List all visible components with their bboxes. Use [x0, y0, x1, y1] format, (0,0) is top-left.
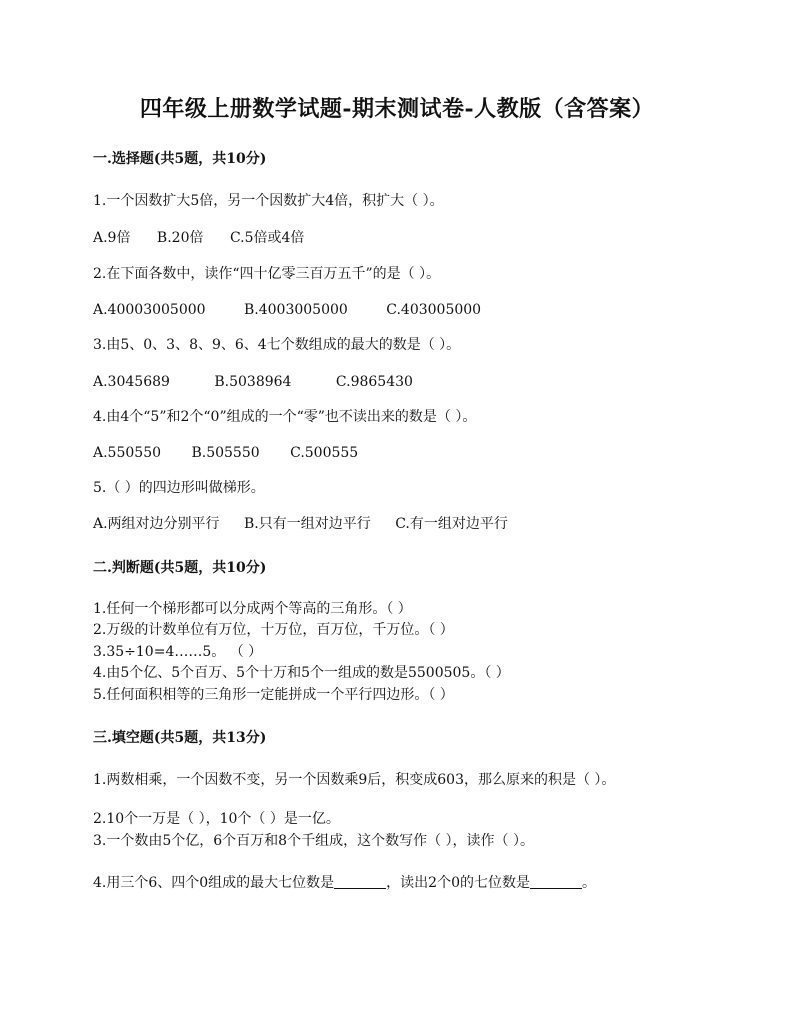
- question-1: 1.一个因数扩大5倍，另一个因数扩大4倍，积扩大（ ）。: [93, 193, 444, 209]
- question-3: 3.由5、0、3、8、9、6、4七个数组成的最大的数是（ ）。: [93, 337, 461, 353]
- judgment-item-2: 2.万级的计数单位有万位，十万位，百万位，千万位。（ ）: [93, 622, 454, 638]
- fill-question-1: 1.两数相乘，一个因数不变，另一个因数乘9后，积变成603，那么原来的积是（ ）。: [93, 772, 616, 788]
- question-4: 4.由4个“5”和2个“0”组成的一个“零”也不读出来的数是（ ）。: [93, 409, 477, 425]
- option-a: A.3045689: [93, 374, 170, 390]
- option-b: B.4003005000: [244, 302, 348, 318]
- fill-question-4-part2: ，读出2个0的七位数是: [386, 875, 530, 891]
- judgment-item-3: 3.35÷10=4……5。 （ ）: [93, 644, 263, 660]
- option-c: C.5倍或4倍: [229, 230, 305, 246]
- judgment-item-1: 1.任何一个梯形都可以分成两个等高的三角形。（ ）: [93, 601, 412, 617]
- options-2: [93, 301, 481, 319]
- option-c: C.403005000: [386, 302, 482, 318]
- judgment-item-5: 5.任何面积相等的三角形一定能拼成一个平行四边形。（ ）: [93, 687, 454, 703]
- option-c: C.500555: [290, 445, 359, 461]
- option-a: A.40003005000: [93, 302, 206, 318]
- answer-blank[interactable]: [530, 874, 582, 889]
- section-heading-fill: 三.填空题(共5题，共13分): [93, 730, 267, 746]
- options-5: [93, 515, 508, 533]
- option-a: A.9倍: [93, 230, 131, 246]
- fill-question-4-part3: 。: [582, 875, 596, 891]
- section-heading-choice: 一.选择题(共5题，共10分): [93, 151, 267, 167]
- options-1: [93, 229, 304, 247]
- question-5: 5.（ ）的四边形叫做梯形。: [93, 480, 265, 496]
- option-b: B.505550: [191, 445, 260, 461]
- fill-question-4: [93, 874, 596, 892]
- judgment-item-4: 4.由5个亿、5个百万、5个十万和5个一组成的数是5500505。（ ）: [93, 665, 510, 681]
- fill-question-2: 2.10个一万是（ ），10个（ ）是一亿。: [93, 811, 340, 827]
- option-a: A.550550: [93, 445, 162, 461]
- answer-blank[interactable]: [334, 874, 386, 889]
- option-a: A.两组对边分别平行: [93, 516, 220, 532]
- option-c: C.9865430: [335, 374, 413, 390]
- option-b: B.只有一组对边平行: [244, 516, 371, 532]
- page-title: 四年级上册数学试题-期末测试卷-人教版（含答案）: [139, 96, 655, 122]
- option-c: C.有一组对边平行: [395, 516, 508, 532]
- question-2: 2.在下面各数中，读作“四十亿零三百万五千”的是（ ）。: [93, 266, 441, 282]
- section-heading-judgment: 二.判断题(共5题，共10分): [93, 560, 267, 576]
- fill-question-3: 3.一个数由5个亿，6个百万和8个千组成，这个数写作（ ），读作（ ）。: [93, 833, 534, 849]
- option-b: B.5038964: [214, 374, 292, 390]
- fill-question-4-part1: 4.用三个6、四个0组成的最大七位数是: [93, 875, 335, 891]
- option-b: B.20倍: [156, 230, 204, 246]
- options-3: [93, 373, 413, 391]
- options-4: [93, 444, 358, 462]
